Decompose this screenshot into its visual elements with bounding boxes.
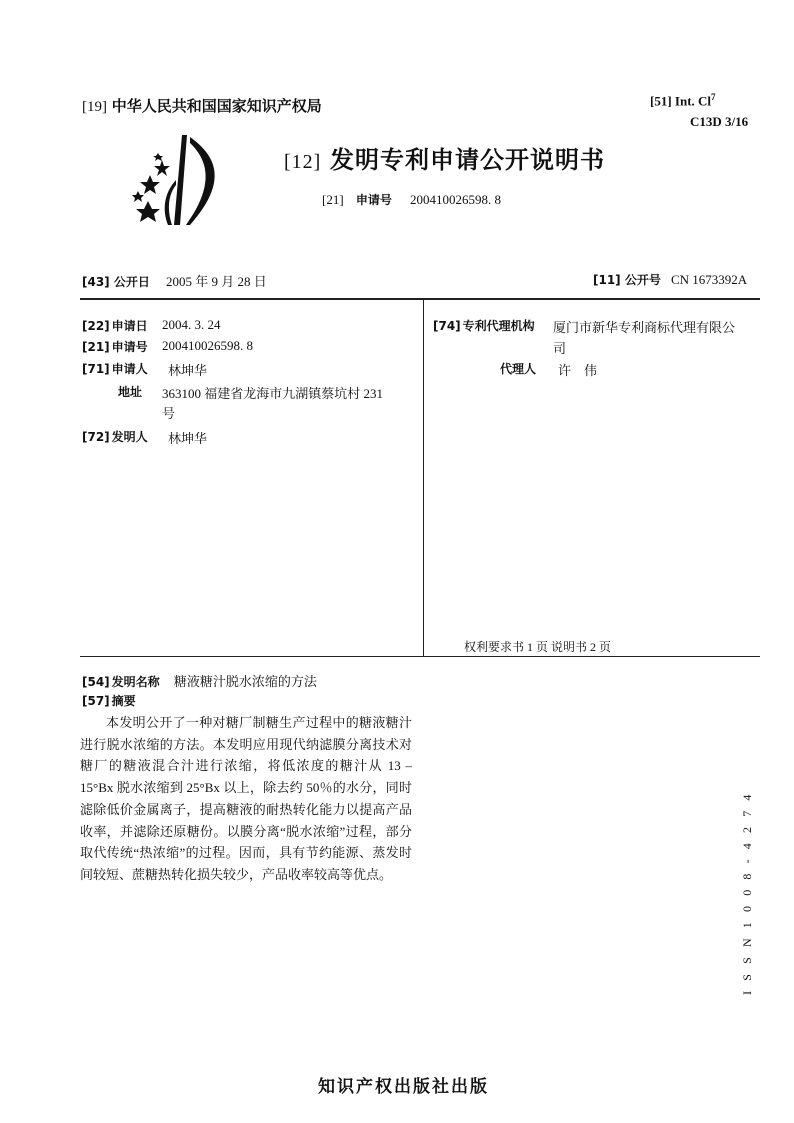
filing-code: [22] [82,319,110,333]
address-line2: 号 [162,406,176,421]
filing-value: 2004. 3. 24 [162,317,221,332]
agency-line2: 司 [553,341,567,356]
abstract-heading [82,692,136,709]
doc-type-line [284,140,605,175]
authority-line [82,95,322,116]
pub-date-label: 公开日 [113,275,150,289]
agent-label: 代理人 [500,362,537,376]
doc-code: [12] [284,151,322,173]
applicant-label: 申请人 [111,362,148,376]
pub-date-value: 2005 年 9 月 28 日 [165,274,267,289]
filing-label: 申请日 [111,319,148,333]
title-value: 糖液糖汁脱水浓缩的方法 [173,674,317,689]
appno-code: [21] [82,340,110,354]
address-label: 地址 [118,385,143,399]
ipc-superscript: 7 [711,92,716,102]
app-line [322,191,501,208]
pub-date-code: [43] [82,275,110,289]
agency-row [433,317,736,335]
appno-label: 申请号 [111,340,148,354]
pub-num-label: 公开号 [624,273,661,287]
inventor-row [82,428,208,446]
abstract-code: [57] [82,694,110,708]
app-code: [21] [322,192,344,207]
pages-note: 权利要求书 1 页 说明书 2 页 [464,640,612,654]
doc-type: 发明专利申请公开说明书 [329,146,605,174]
agency-code: [74] [433,319,461,333]
ipc-code: [51] Int. Cl [650,93,712,109]
inventor-label: 发明人 [111,430,148,444]
authority-name: 中华人民共和国国家知识产权局 [111,97,322,115]
top-rule [80,298,760,300]
pub-num-value: CN 1673392A [670,272,748,287]
applicant-code: [71] [82,362,110,376]
filing-date-row [82,317,221,334]
appno-value: 200410026598. 8 [162,338,253,353]
applicant-value: 林坤华 [168,363,208,378]
authority-code: [19] [82,99,107,115]
pub-num-code: [11] [593,273,621,287]
publication-number [593,271,747,288]
publication-date [82,271,267,290]
sipo-logo [120,135,245,235]
inventor-value: 林坤华 [168,431,208,446]
ipc-class: C13D 3/16 [690,114,749,129]
agent-value: 许 伟 [558,363,598,378]
abstract-text: 本发明公开了一种对糖厂制糖生产过程中的糖液糖汁进行脱水浓缩的方法。本发明应用现代纳滤膜分离技术对糖厂的糖液混合汁进行浓缩，将低浓度的糖汁从 13 – 15°Bx 脱水浓缩到 25°Bx 以上，除去约 50％的水分，同时滤除低价金属离子，提高糖液的耐热转化能力以提高产品收率，并滤除还原糖份。以膜分离“脱水浓缩”过程，部分取代传统“热浓缩”的过程。因而，具有节约能源、蒸发时间较短、蔗糖热转化损失较少，产品收率较高等优点。 [80,715,412,882]
app-number: 200410026598. 8 [409,192,501,207]
title-label: 发明名称 [111,675,160,689]
ipc-line [650,92,716,109]
agency-label: 专利代理机构 [462,319,535,333]
applicant-row [82,360,208,378]
title-row [82,671,317,690]
title-code: [54] [82,675,110,689]
address-line1: 363100 福建省龙海市九湖镇蔡坑村 231 [162,386,384,401]
abstract-label: 摘要 [111,694,136,708]
inventor-code: [72] [82,430,110,444]
agent-row [500,360,598,378]
column-divider [423,300,424,656]
bottom-rule [80,656,760,657]
app-number-row [82,338,253,355]
publisher: 知识产权出版社出版 [318,1077,489,1097]
agency-line1: 厦门市新华专利商标代理有限公 [553,320,736,335]
address-row [118,383,384,401]
app-label: 申请号 [355,193,392,207]
issn-vertical: ISSN1008-4274 [740,784,754,995]
